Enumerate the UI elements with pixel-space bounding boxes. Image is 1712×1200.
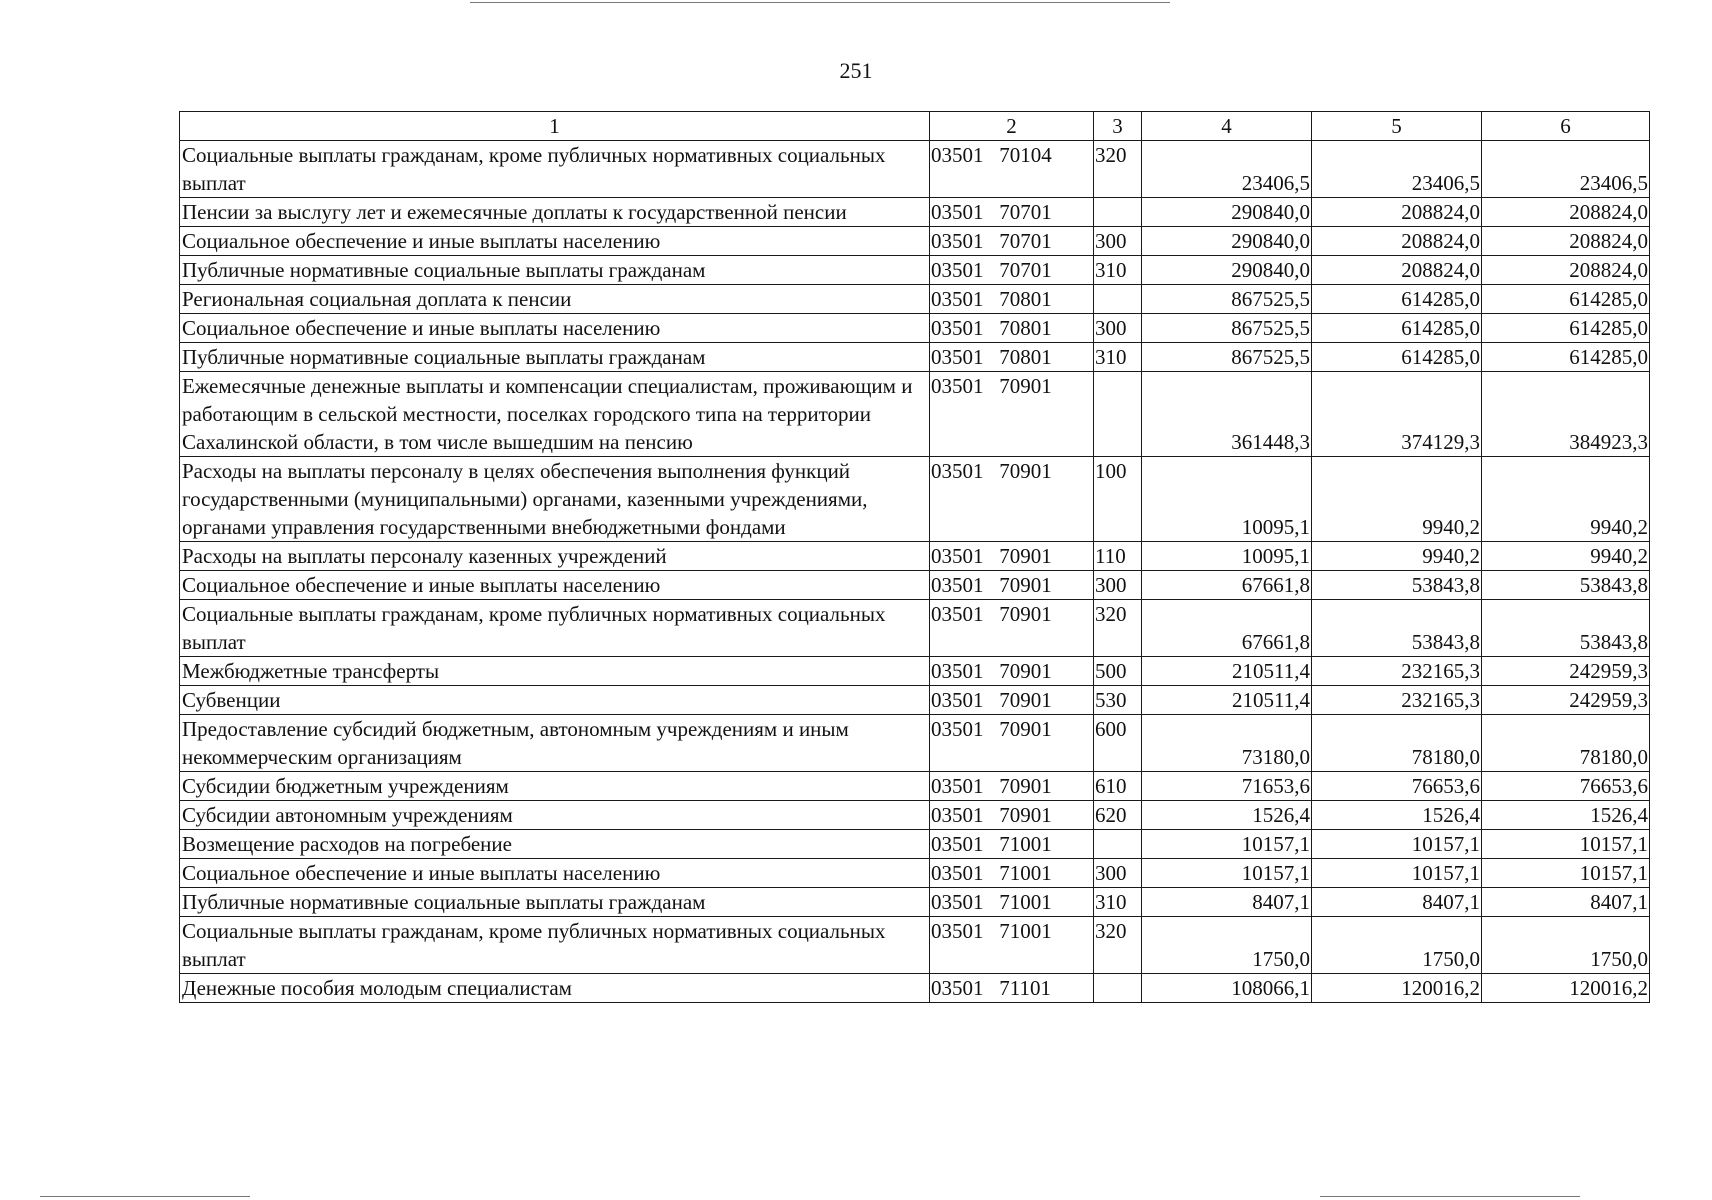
row-code-cell: 03501 71101 [930,974,1094,1003]
header-cell-3: 3 [1094,112,1142,141]
row-value-col6: 120016,2 [1482,974,1650,1003]
table-row [180,372,1650,457]
row-value-col5: 614285,0 [1312,314,1482,343]
table-row [180,600,1650,657]
scan-rule-top [470,2,1170,3]
row-code-cell: 03501 70901 [930,772,1094,801]
row-value-col5: 614285,0 [1312,285,1482,314]
row-code-cell: 03501 70901 [930,715,1094,772]
row-value-col4: 23406,5 [1142,141,1312,198]
table-row [180,571,1650,600]
row-code-cell: 03501 70901 [930,686,1094,715]
table-row [180,657,1650,686]
row-name-cell: Предоставление субсидий бюджетным, автономным учреждениям и иным некоммерческим организациям [180,715,930,772]
row-value-col6: 53843,8 [1482,571,1650,600]
row-code-cell: 03501 70901 [930,542,1094,571]
table-row [180,715,1650,772]
table-row [180,974,1650,1003]
row-value-col5: 53843,8 [1312,571,1482,600]
row-value-col5: 10157,1 [1312,859,1482,888]
row-vr-cell [1094,830,1142,859]
row-name-cell: Социальные выплаты гражданам, кроме публичных нормативных социальных выплат [180,141,930,198]
row-value-col4: 8407,1 [1142,888,1312,917]
row-name-cell: Субвенции [180,686,930,715]
row-value-col4: 1526,4 [1142,801,1312,830]
row-value-col6: 53843,8 [1482,600,1650,657]
row-value-col5: 614285,0 [1312,343,1482,372]
row-vr-cell: 310 [1094,256,1142,285]
row-value-col4: 290840,0 [1142,256,1312,285]
header-cell-2: 2 [930,112,1094,141]
row-vr-cell [1094,198,1142,227]
row-name-cell: Межбюджетные трансферты [180,657,930,686]
row-name-cell: Публичные нормативные социальные выплаты гражданам [180,256,930,285]
row-name-cell: Расходы на выплаты персоналу казенных учреждений [180,542,930,571]
table-body [180,141,1650,1003]
table-row [180,227,1650,256]
row-code-cell: 03501 70901 [930,657,1094,686]
row-value-col6: 23406,5 [1482,141,1650,198]
row-value-col4: 67661,8 [1142,600,1312,657]
row-vr-cell: 320 [1094,141,1142,198]
row-code-cell: 03501 70901 [930,600,1094,657]
row-name-cell: Денежные пособия молодым специалистам [180,974,930,1003]
row-value-col6: 242959,3 [1482,657,1650,686]
row-value-col5: 9940,2 [1312,457,1482,542]
table-row [180,457,1650,542]
row-value-col5: 53843,8 [1312,600,1482,657]
row-code-cell: 03501 70801 [930,314,1094,343]
row-vr-cell: 300 [1094,859,1142,888]
row-name-cell: Пенсии за выслугу лет и ежемесячные доплаты к государственной пенсии [180,198,930,227]
row-value-col5: 208824,0 [1312,198,1482,227]
row-value-col6: 10157,1 [1482,859,1650,888]
row-value-col4: 73180,0 [1142,715,1312,772]
table-row [180,141,1650,198]
row-vr-cell: 300 [1094,571,1142,600]
row-vr-cell: 300 [1094,227,1142,256]
row-value-col6: 208824,0 [1482,256,1650,285]
row-name-cell: Социальное обеспечение и иные выплаты населению [180,314,930,343]
row-value-col5: 9940,2 [1312,542,1482,571]
row-vr-cell: 320 [1094,917,1142,974]
row-value-col5: 78180,0 [1312,715,1482,772]
row-value-col6: 78180,0 [1482,715,1650,772]
table-row [180,285,1650,314]
table-row [180,830,1650,859]
row-vr-cell: 600 [1094,715,1142,772]
row-name-cell: Социальное обеспечение и иные выплаты населению [180,859,930,888]
row-vr-cell [1094,372,1142,457]
row-value-col5: 374129,3 [1312,372,1482,457]
row-code-cell: 03501 70901 [930,372,1094,457]
table-row [180,256,1650,285]
row-vr-cell [1094,974,1142,1003]
header-cell-6: 6 [1482,112,1650,141]
row-code-cell: 03501 70104 [930,141,1094,198]
header-cell-5: 5 [1312,112,1482,141]
row-value-col4: 867525,5 [1142,285,1312,314]
row-value-col6: 208824,0 [1482,227,1650,256]
scan-rule-bottom-left [40,1196,250,1197]
row-name-cell: Социальные выплаты гражданам, кроме публичных нормативных социальных выплат [180,600,930,657]
table-row [180,801,1650,830]
row-value-col6: 614285,0 [1482,285,1650,314]
row-name-cell: Публичные нормативные социальные выплаты гражданам [180,343,930,372]
row-name-cell: Социальное обеспечение и иные выплаты населению [180,571,930,600]
scan-rule-bottom-right [1320,1196,1580,1197]
row-vr-cell: 310 [1094,888,1142,917]
row-value-col6: 614285,0 [1482,314,1650,343]
row-value-col5: 120016,2 [1312,974,1482,1003]
table-row [180,198,1650,227]
row-value-col4: 210511,4 [1142,686,1312,715]
row-name-cell: Субсидии бюджетным учреждениям [180,772,930,801]
table-row [180,772,1650,801]
row-value-col6: 9940,2 [1482,457,1650,542]
row-value-col6: 1750,0 [1482,917,1650,974]
row-code-cell: 03501 71001 [930,830,1094,859]
row-value-col5: 76653,6 [1312,772,1482,801]
page-number: 251 [839,58,873,83]
row-value-col4: 1750,0 [1142,917,1312,974]
budget-table [179,111,1650,1003]
row-vr-cell: 110 [1094,542,1142,571]
row-value-col4: 10157,1 [1142,859,1312,888]
header-cell-4: 4 [1142,112,1312,141]
row-name-cell: Ежемесячные денежные выплаты и компенсации специалистам, проживающим и работающим в сельской местности, поселках городского типа на территории Сахалинской области, в том числе вышедшим на пенсию [180,372,930,457]
row-value-col4: 867525,5 [1142,314,1312,343]
table-row [180,343,1650,372]
table-row [180,314,1650,343]
table-row [180,888,1650,917]
row-name-cell: Субсидии автономным учреждениям [180,801,930,830]
row-value-col6: 76653,6 [1482,772,1650,801]
row-name-cell: Публичные нормативные социальные выплаты гражданам [180,888,930,917]
row-value-col4: 290840,0 [1142,198,1312,227]
row-value-col5: 232165,3 [1312,686,1482,715]
header-cell-1: 1 [180,112,930,141]
row-name-cell: Социальное обеспечение и иные выплаты населению [180,227,930,256]
row-name-cell: Возмещение расходов на погребение [180,830,930,859]
row-value-col5: 1526,4 [1312,801,1482,830]
row-name-cell: Региональная социальная доплата к пенсии [180,285,930,314]
row-code-cell: 03501 70701 [930,227,1094,256]
row-vr-cell [1094,285,1142,314]
row-value-col5: 208824,0 [1312,256,1482,285]
row-code-cell: 03501 70701 [930,198,1094,227]
row-value-col5: 10157,1 [1312,830,1482,859]
row-code-cell: 03501 70801 [930,343,1094,372]
row-value-col5: 23406,5 [1312,141,1482,198]
row-vr-cell: 320 [1094,600,1142,657]
row-value-col4: 67661,8 [1142,571,1312,600]
row-code-cell: 03501 70901 [930,571,1094,600]
row-value-col5: 232165,3 [1312,657,1482,686]
row-vr-cell: 300 [1094,314,1142,343]
row-code-cell: 03501 70701 [930,256,1094,285]
row-value-col5: 208824,0 [1312,227,1482,256]
row-code-cell: 03501 70901 [930,457,1094,542]
row-value-col6: 614285,0 [1482,343,1650,372]
row-value-col6: 1526,4 [1482,801,1650,830]
row-name-cell: Социальные выплаты гражданам, кроме публичных нормативных социальных выплат [180,917,930,974]
row-value-col4: 10157,1 [1142,830,1312,859]
row-value-col4: 10095,1 [1142,457,1312,542]
row-code-cell: 03501 71001 [930,859,1094,888]
header-row [180,112,1650,141]
row-value-col4: 361448,3 [1142,372,1312,457]
table-row [180,859,1650,888]
table-row [180,686,1650,715]
row-code-cell: 03501 70801 [930,285,1094,314]
table-row [180,542,1650,571]
row-vr-cell: 310 [1094,343,1142,372]
row-value-col4: 867525,5 [1142,343,1312,372]
table-row [180,917,1650,974]
row-value-col6: 8407,1 [1482,888,1650,917]
row-value-col6: 10157,1 [1482,830,1650,859]
row-vr-cell: 620 [1094,801,1142,830]
row-value-col4: 71653,6 [1142,772,1312,801]
row-value-col4: 210511,4 [1142,657,1312,686]
row-vr-cell: 610 [1094,772,1142,801]
row-value-col5: 8407,1 [1312,888,1482,917]
row-code-cell: 03501 70901 [930,801,1094,830]
row-value-col6: 9940,2 [1482,542,1650,571]
row-code-cell: 03501 71001 [930,888,1094,917]
row-vr-cell: 100 [1094,457,1142,542]
row-value-col6: 208824,0 [1482,198,1650,227]
row-vr-cell: 530 [1094,686,1142,715]
row-value-col6: 242959,3 [1482,686,1650,715]
row-value-col4: 108066,1 [1142,974,1312,1003]
row-name-cell: Расходы на выплаты персоналу в целях обеспечения выполнения функций государственными (муниципальными) органами, казенными учреждениями, органами управления государственными внебюджетными фондами [180,457,930,542]
row-value-col5: 1750,0 [1312,917,1482,974]
row-value-col4: 290840,0 [1142,227,1312,256]
row-vr-cell: 500 [1094,657,1142,686]
row-value-col4: 10095,1 [1142,542,1312,571]
row-code-cell: 03501 71001 [930,917,1094,974]
row-value-col6: 384923,3 [1482,372,1650,457]
